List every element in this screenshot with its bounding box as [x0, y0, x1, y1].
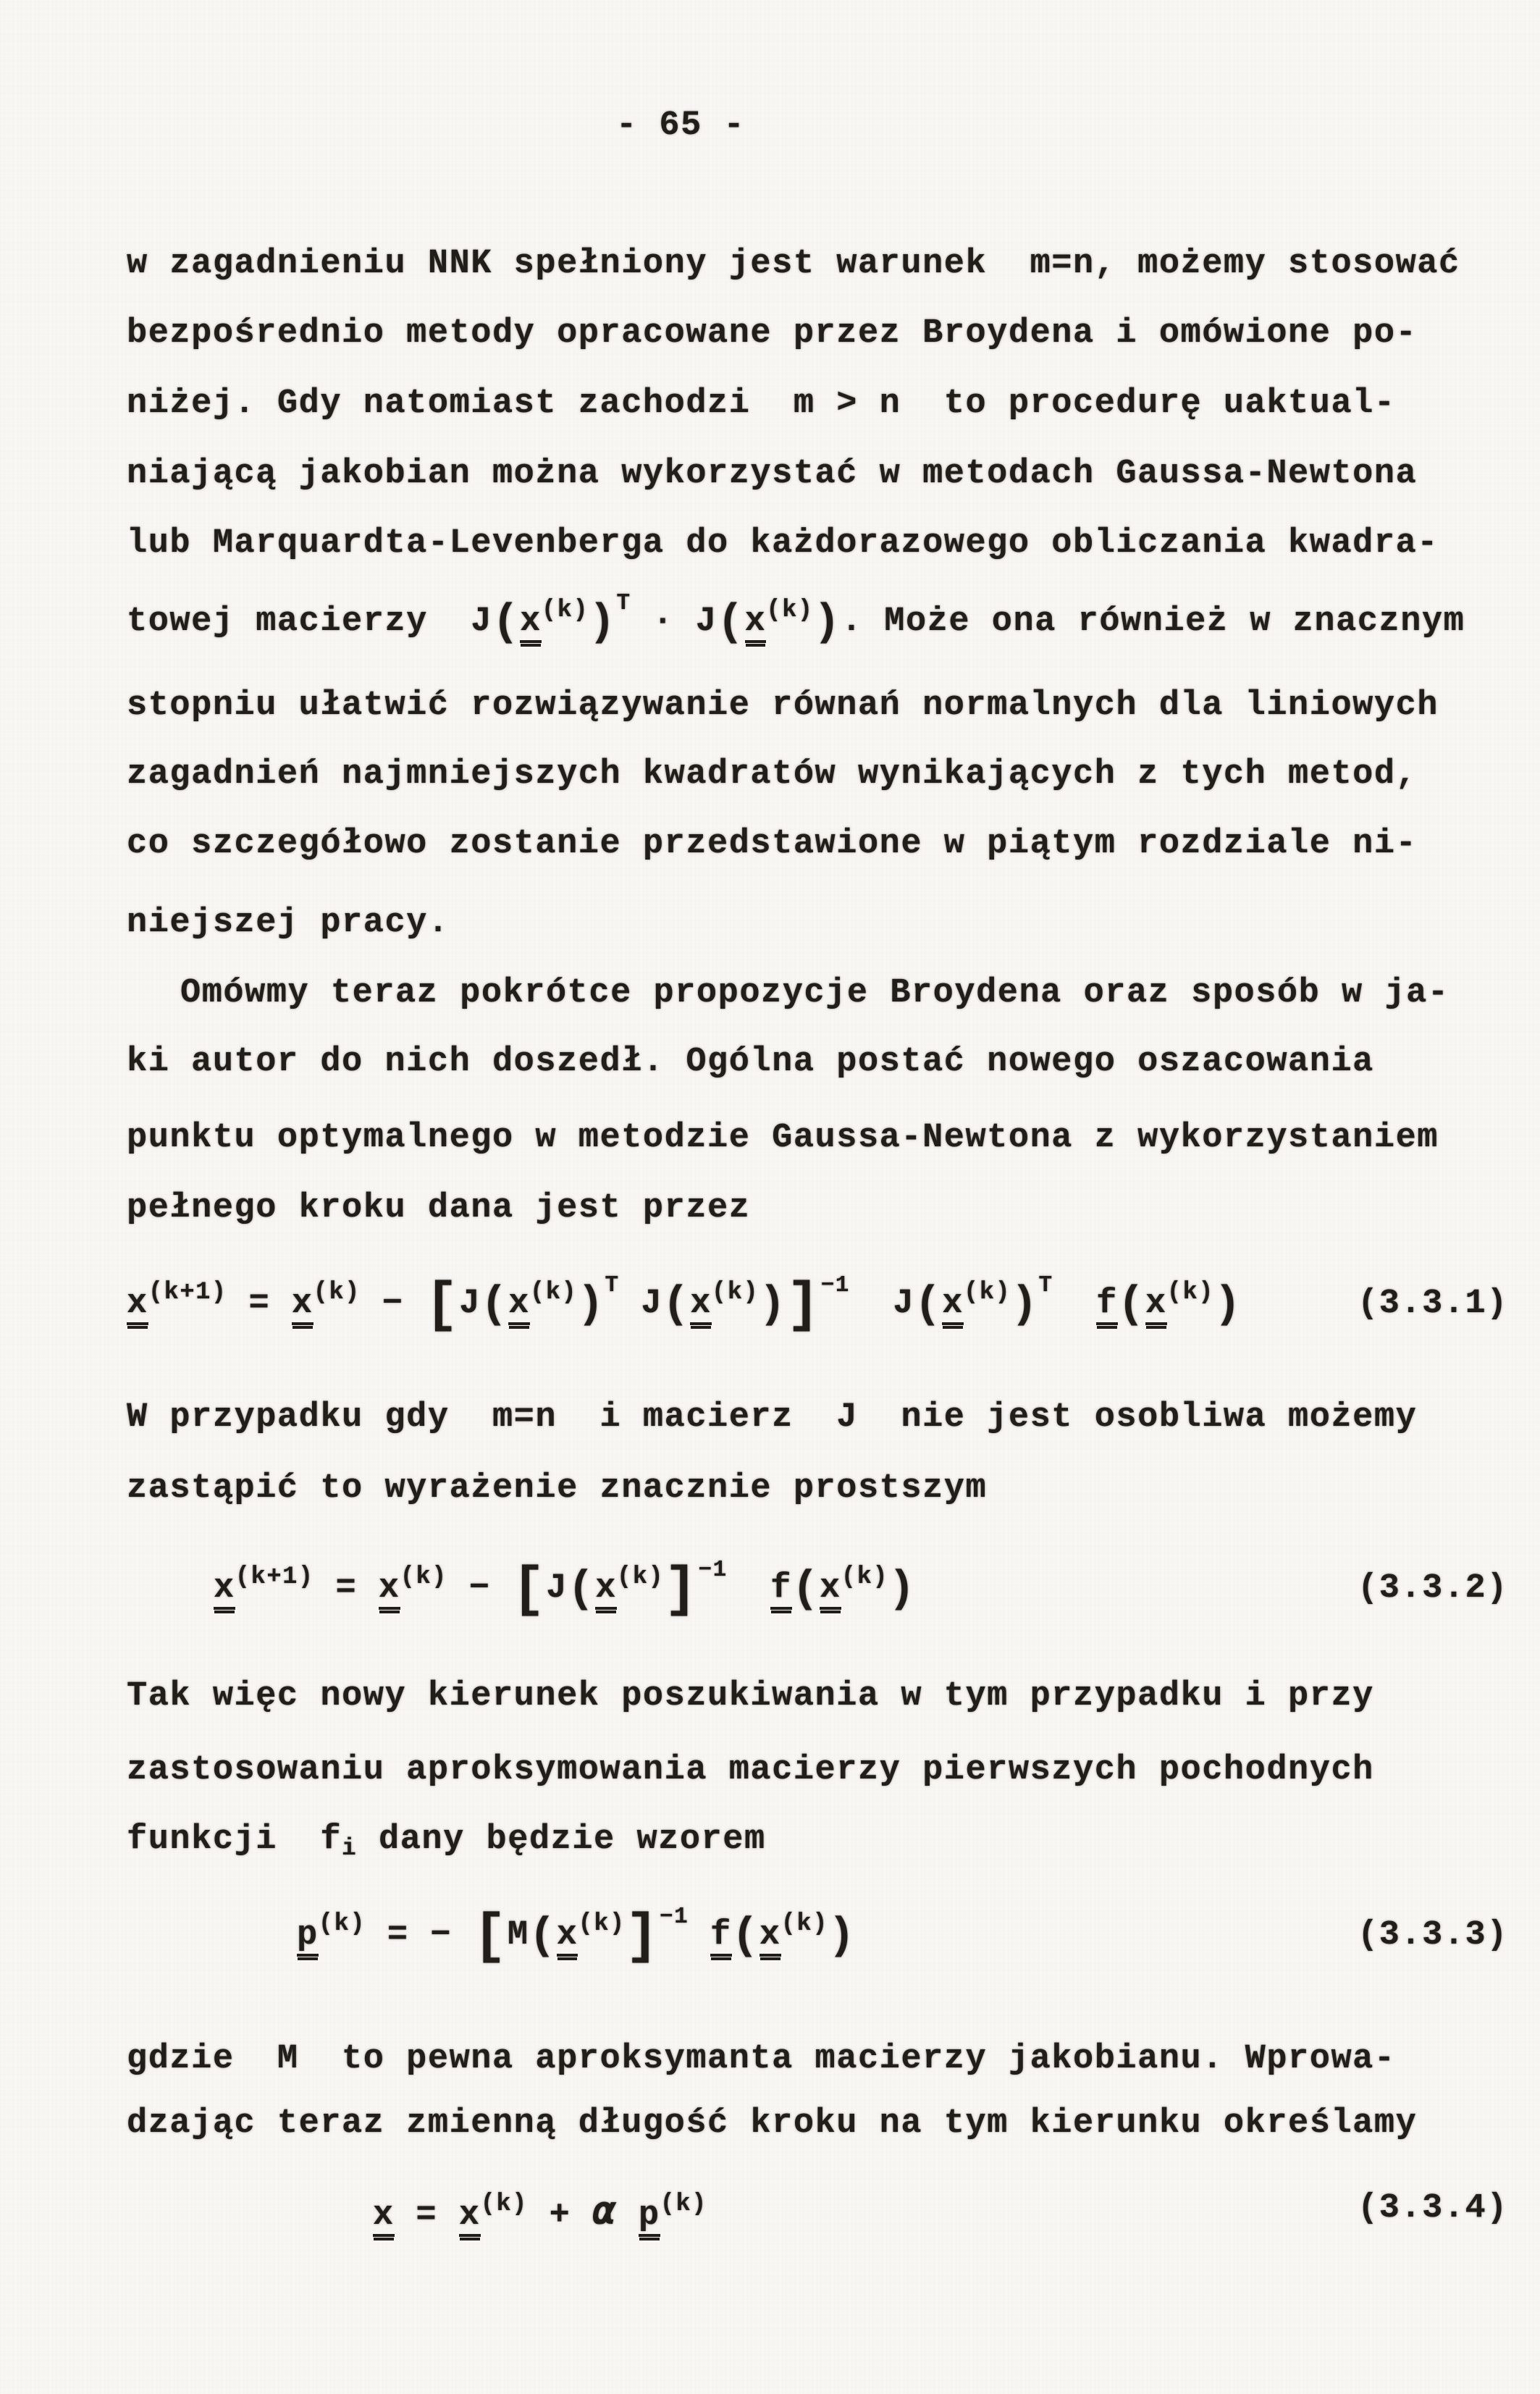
parenthesis: )	[828, 1912, 857, 1962]
text-run: punktu optymalnego w metodzie Gaussa-Newtona z wykorzystaniem	[127, 1119, 1439, 1157]
parenthesis: (	[662, 1280, 691, 1331]
bracket: [	[425, 1274, 460, 1337]
text-line	[127, 1121, 1439, 1155]
text-line	[127, 524, 1439, 563]
superscript: (k)	[616, 1563, 665, 1592]
text-run: M	[507, 1916, 529, 1954]
superscript: (k)	[400, 1563, 447, 1592]
vector-symbol: x	[745, 605, 767, 643]
parenthesis: )	[1011, 1280, 1039, 1331]
vector-symbol: x	[459, 2198, 481, 2237]
parenthesis: )	[1214, 1280, 1242, 1331]
superscript: T	[605, 1272, 620, 1298]
text-line	[127, 387, 1396, 421]
text-line	[180, 976, 1449, 1010]
text-line	[127, 2104, 1418, 2143]
equation-number: (3.3.1)	[1358, 1285, 1508, 1323]
text-line	[127, 827, 1417, 861]
parenthesis: )	[813, 598, 841, 649]
bracket: [	[512, 1558, 547, 1621]
text-run: W przypadku gdy m=n i macierz J nie jest osobliwa możemy	[127, 1398, 1418, 1437]
vector-symbol: x	[595, 1571, 617, 1610]
vector-symbol: p	[297, 1918, 319, 1957]
text-run: . Może ona również w znacznym	[841, 602, 1465, 641]
text-run: =	[227, 1285, 292, 1323]
bracket: ]	[786, 1274, 821, 1337]
text-line	[127, 590, 1465, 649]
superscript: (k)	[841, 1563, 889, 1592]
text-line	[127, 1045, 1374, 1079]
text-run: pełnego kroku dana jest przez	[127, 1189, 751, 1227]
text-line	[127, 1469, 988, 1508]
text-run: +	[527, 2196, 593, 2235]
superscript: (k)	[1166, 1279, 1215, 1307]
page-number: - 65 -	[616, 106, 746, 145]
parenthesis: (	[481, 1280, 509, 1331]
vector-symbol: f	[710, 1918, 732, 1957]
text-line	[127, 1753, 1374, 1787]
text-run: J	[619, 1285, 663, 1323]
superscript: T	[616, 590, 631, 616]
parenthesis: )	[577, 1280, 605, 1331]
superscript: (k)	[963, 1279, 1011, 1307]
vector-symbol: f	[770, 1571, 792, 1610]
text-run: funkcji f	[127, 1820, 342, 1859]
text-run: dany będzie wzorem	[357, 1820, 766, 1859]
superscript: (k)	[541, 597, 589, 625]
vector-symbol: x	[127, 1287, 148, 1325]
vector-symbol: f	[1096, 1287, 1118, 1325]
parenthesis: )	[759, 1280, 787, 1331]
superscript: (k)	[318, 1910, 366, 1939]
superscript: T	[1038, 1272, 1053, 1298]
vector-symbol: x	[1145, 1287, 1167, 1325]
text-run: −	[360, 1285, 426, 1323]
text-run: niejszej pracy.	[127, 904, 450, 942]
text-line	[127, 686, 1439, 725]
superscript: (k)	[766, 597, 814, 625]
superscript: (k)	[578, 1910, 626, 1939]
text-line	[127, 1820, 766, 1862]
text-run: zastąpić to wyrażenie znacznie prostszym	[127, 1469, 988, 1508]
text-line	[127, 2042, 1396, 2076]
parenthesis: (	[717, 598, 745, 649]
text-line	[127, 314, 1418, 353]
superscript: (k)	[711, 1279, 760, 1307]
superscript: (k)	[529, 1279, 578, 1307]
equation-line	[214, 1557, 1508, 1621]
text-run: gdzie M to pewna aproksymanta macierzy jakobianu. Wprowa-	[127, 2040, 1396, 2078]
text-run: niającą jakobian można wykorzystać w metodach Gaussa-Newtona	[127, 455, 1418, 493]
text-line	[127, 1679, 1374, 1713]
parenthesis: )	[888, 1565, 917, 1616]
text-run: stopniu ułatwić rozwiązywanie równań normalnych dla liniowych	[127, 686, 1439, 725]
text-line	[127, 247, 1460, 281]
superscript: (k)	[780, 1910, 829, 1939]
text-run: towej macierzy J	[127, 602, 492, 641]
text-run: zastosowaniu aproksymowania macierzy pierwszych pochodnych	[127, 1751, 1374, 1789]
text-line	[127, 457, 1417, 491]
vector-symbol: x	[373, 2198, 395, 2237]
text-run: zagadnień najmniejszych kwadratów wynikających z tych metod,	[127, 755, 1418, 794]
text-run: Omówmy teraz pokrótce propozycje Broydena oraz sposób w ja-	[180, 974, 1449, 1012]
text-run	[617, 2196, 639, 2235]
vector-symbol: x	[820, 1571, 841, 1610]
text-run	[689, 1916, 710, 1954]
text-line	[127, 906, 450, 940]
vector-symbol: p	[639, 2198, 660, 2237]
text-run: J	[546, 1569, 568, 1608]
superscript: (k+1)	[148, 1279, 227, 1307]
text-run: · J	[631, 602, 718, 641]
parenthesis: (	[492, 598, 521, 649]
text-run: co szczegółowo zostanie przedstawione w piątym rozdziale ni-	[127, 825, 1418, 863]
text-line	[127, 1400, 1417, 1435]
parenthesis: (	[529, 1912, 557, 1962]
text-run: ki autor do nich doszedł. Ogólna postać nowego oszacowania	[127, 1043, 1374, 1081]
equation-line	[297, 1904, 1508, 1968]
equation-line	[127, 1272, 1508, 1337]
vector-symbol: x	[292, 1287, 314, 1325]
text-run: J	[849, 1285, 915, 1323]
text-run: = −	[366, 1916, 474, 1954]
superscript: (k+1)	[235, 1563, 314, 1592]
text-run: niżej. Gdy natomiast zachodzi m > n to procedurę uaktual-	[127, 385, 1396, 423]
text-run: =	[314, 1569, 379, 1608]
vector-symbol: x	[557, 1918, 578, 1957]
bracket: ]	[625, 1905, 660, 1968]
text-run: dzając teraz zmienną długość kroku na tym kierunku określamy	[127, 2104, 1418, 2143]
text-run: −	[447, 1569, 513, 1608]
superscript: (k)	[313, 1279, 361, 1307]
subscript: i	[342, 1835, 358, 1862]
text-run: =	[394, 2196, 459, 2235]
text-line	[127, 755, 1418, 794]
alpha-symbol: α	[592, 2188, 618, 2233]
superscript: −1	[698, 1557, 728, 1583]
text-run	[1053, 1285, 1096, 1323]
text-run	[728, 1569, 770, 1608]
parenthesis: (	[568, 1565, 596, 1616]
bracket: ]	[664, 1558, 699, 1621]
equation-line	[373, 2188, 1508, 2237]
vector-symbol: x	[760, 1918, 781, 1957]
vector-symbol: x	[508, 1287, 530, 1325]
parenthesis: (	[914, 1280, 943, 1331]
text-run: w zagadnieniu NNK spełniony jest warunek m=n, możemy stosować	[127, 245, 1460, 283]
parenthesis: )	[589, 598, 617, 649]
parenthesis: (	[1117, 1280, 1145, 1331]
vector-symbol: x	[942, 1287, 964, 1325]
superscript: (k)	[480, 2191, 528, 2219]
equation-number: (3.3.4)	[1358, 2189, 1508, 2227]
vector-symbol: x	[690, 1287, 712, 1325]
vector-symbol: x	[379, 1571, 400, 1610]
text-run: lub Marquardta-Levenberga do każdorazowego obliczania kwadra-	[127, 524, 1439, 563]
text-line	[127, 1191, 750, 1225]
superscript: −1	[660, 1904, 689, 1930]
equation-number: (3.3.2)	[1358, 1569, 1508, 1608]
bracket: [	[473, 1905, 508, 1968]
equation-number: (3.3.3)	[1358, 1916, 1508, 1954]
parenthesis: (	[791, 1565, 820, 1616]
text-run: Tak więc nowy kierunek poszukiwania w tym przypadku i przy	[127, 1677, 1374, 1715]
vector-symbol: x	[214, 1571, 235, 1610]
superscript: (k)	[660, 2191, 707, 2219]
text-run: J	[459, 1285, 481, 1323]
superscript: −1	[820, 1272, 850, 1298]
parenthesis: (	[731, 1912, 760, 1962]
text-run: bezpośrednio metody opracowane przez Broydena i omówione po-	[127, 314, 1418, 353]
vector-symbol: x	[520, 605, 542, 643]
